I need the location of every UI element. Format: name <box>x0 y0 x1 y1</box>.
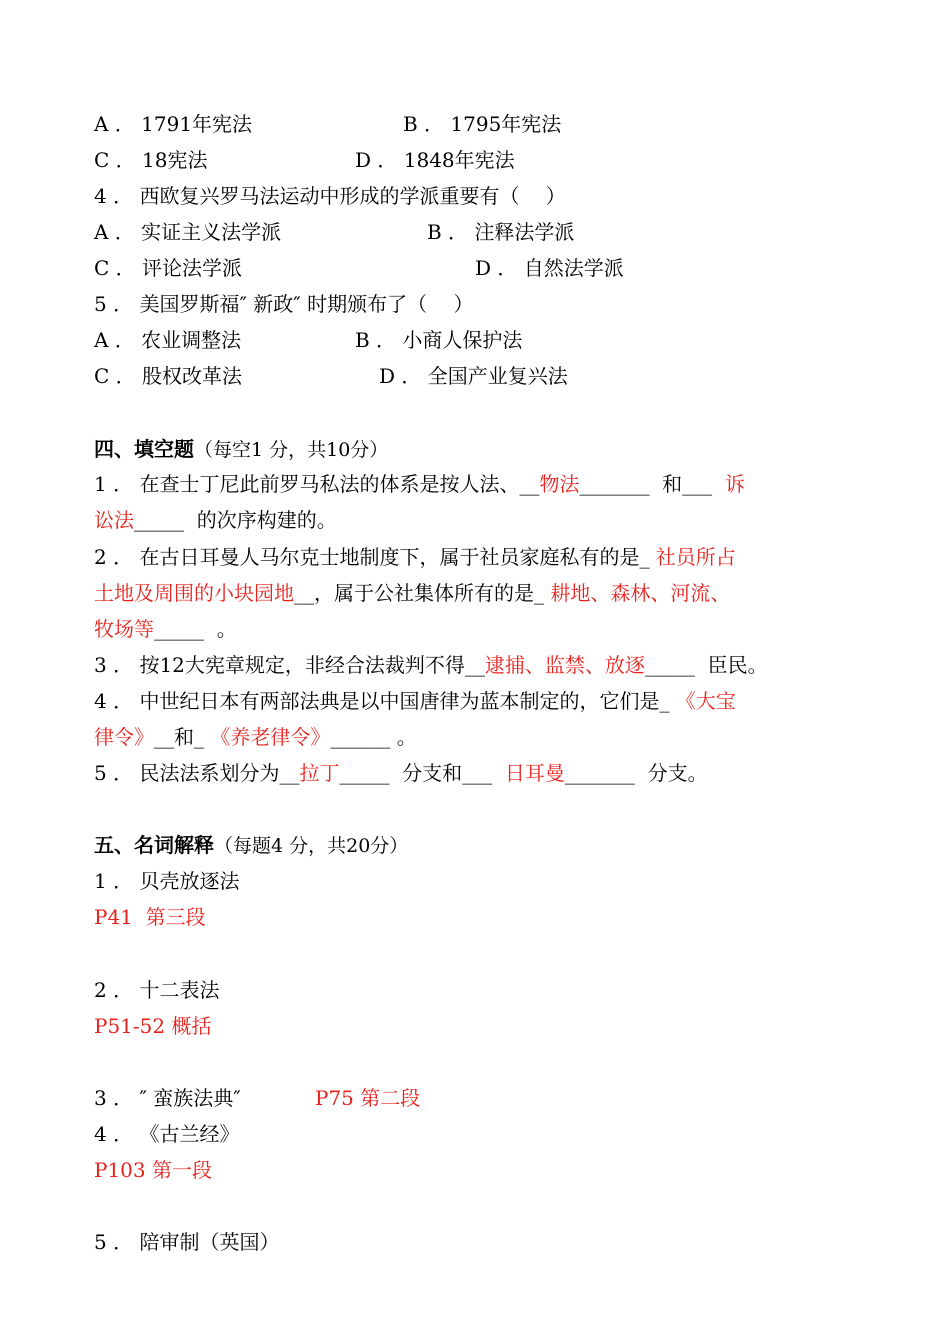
section4-heading <box>94 434 388 464</box>
fill5-answer2: 日耳曼 <box>504 761 565 785</box>
term3-answer: P75 第二段 <box>315 1086 421 1110</box>
fill2-answer1: 社员所占 <box>655 545 736 569</box>
fill5-text2: _____ 分支和___ <box>339 761 505 785</box>
q3-option-b: B ． 1795年宪法 <box>403 112 562 136</box>
term1-answer: P41 第三段 <box>94 905 206 929</box>
fill3-line1 <box>94 650 768 680</box>
section4-title: 四、填空题 <box>94 437 194 461</box>
q5-stem: 5 ． 美国罗斯福″ 新政″ 时期颁布了（ ） <box>94 292 474 316</box>
fill4-line1 <box>94 686 736 716</box>
fill3-text2: _____ 臣民。 <box>644 653 768 677</box>
q3-option-c: C ． 18宪法 <box>94 148 208 172</box>
q4-option-d: D ． 自然法学派 <box>475 256 624 280</box>
fill5-text1: 5 ． 民法法系划分为__ <box>94 761 300 785</box>
fill1-line1 <box>94 469 745 499</box>
term5-question: 5 ． 陪审制（英国） <box>94 1230 280 1254</box>
fill2-line3 <box>94 614 237 644</box>
term2-answer: P51-52 概括 <box>94 1014 212 1038</box>
fill2-text3: _____ 。 <box>154 617 237 641</box>
section5-title: 五、名词解释 <box>94 833 214 857</box>
fill2-answer2: 耕地、森林、河流、 <box>550 581 731 605</box>
fill1-line2 <box>94 505 337 535</box>
term3-question: 3 ． ″ 蛮族法典″ <box>94 1086 241 1110</box>
fill1-text3: _____ 的次序构建的。 <box>134 508 337 532</box>
fill5-answer1: 拉丁 <box>299 761 340 785</box>
fill4-line2 <box>94 722 417 752</box>
q4-option-a: A ． 实证主义法学派 <box>94 220 282 244</box>
fill4-text3: ______ 。 <box>330 725 417 749</box>
term4-question: 4 ． 《古兰经》 <box>94 1122 240 1146</box>
fill3-text1: 3 ． 按12大宪章规定，非经合法裁判不得__ <box>94 653 485 677</box>
fill1-answer2: 诉 <box>724 472 745 496</box>
fill1-text2: _______ 和___ <box>579 472 725 496</box>
fill2-text2: __，属于公社集体所有的是_ <box>294 581 551 605</box>
q5-option-b: B ． 小商人保护法 <box>355 328 523 352</box>
q3-option-a: A ． 1791年宪法 <box>94 112 253 136</box>
section4-note: （每空1 分，共10分） <box>194 439 389 461</box>
fill4-answer1: 《大宝 <box>675 689 736 713</box>
q4-stem: 4 ． 西欧复兴罗马法运动中形成的学派重要有（ ） <box>94 184 566 208</box>
term2-question: 2 ． 十二表法 <box>94 978 220 1002</box>
fill2-text1: 2 ． 在古日耳曼人马尔克士地制度下，属于社员家庭私有的是_ <box>94 545 656 569</box>
q3-option-d: D ． 1848年宪法 <box>355 148 515 172</box>
q5-option-d: D ． 全国产业复兴法 <box>379 364 568 388</box>
section5-heading <box>94 830 408 860</box>
fill4-text1: 4 ． 中世纪日本有两部法典是以中国唐律为蓝本制定的，它们是_ <box>94 689 676 713</box>
fill4-answer2: 《养老律令》 <box>210 725 331 749</box>
fill1-answer1: 物法 <box>539 472 580 496</box>
fill4-text2: __和_ <box>154 725 211 749</box>
fill2-line1 <box>94 542 736 572</box>
term4-answer: P103 第一段 <box>94 1158 212 1182</box>
fill3-answer: 逮捕、监禁、放逐 <box>484 653 645 677</box>
fill2-answer1-cont: 土地及周围的小块园地 <box>94 581 294 605</box>
fill4-answer1-cont: 律令》 <box>94 725 154 749</box>
q4-option-c: C ． 评论法学派 <box>94 256 243 280</box>
q5-option-a: A ． 农业调整法 <box>94 328 242 352</box>
fill2-line2 <box>94 578 730 608</box>
q4-option-b: B ． 注释法学派 <box>427 220 575 244</box>
fill5-text3: _______ 分支。 <box>564 761 708 785</box>
fill5-line1 <box>94 758 708 788</box>
fill2-answer2-cont: 牧场等 <box>94 617 154 641</box>
term1-question: 1 ． 贝壳放逐法 <box>94 869 240 893</box>
fill1-answer2-cont: 讼法 <box>94 508 134 532</box>
section5-note: （每题4 分，共20分） <box>214 835 409 857</box>
q5-option-c: C ． 股权改革法 <box>94 364 243 388</box>
fill1-text1: 1 ． 在查士丁尼此前罗马私法的体系是按人法、__ <box>94 472 540 496</box>
